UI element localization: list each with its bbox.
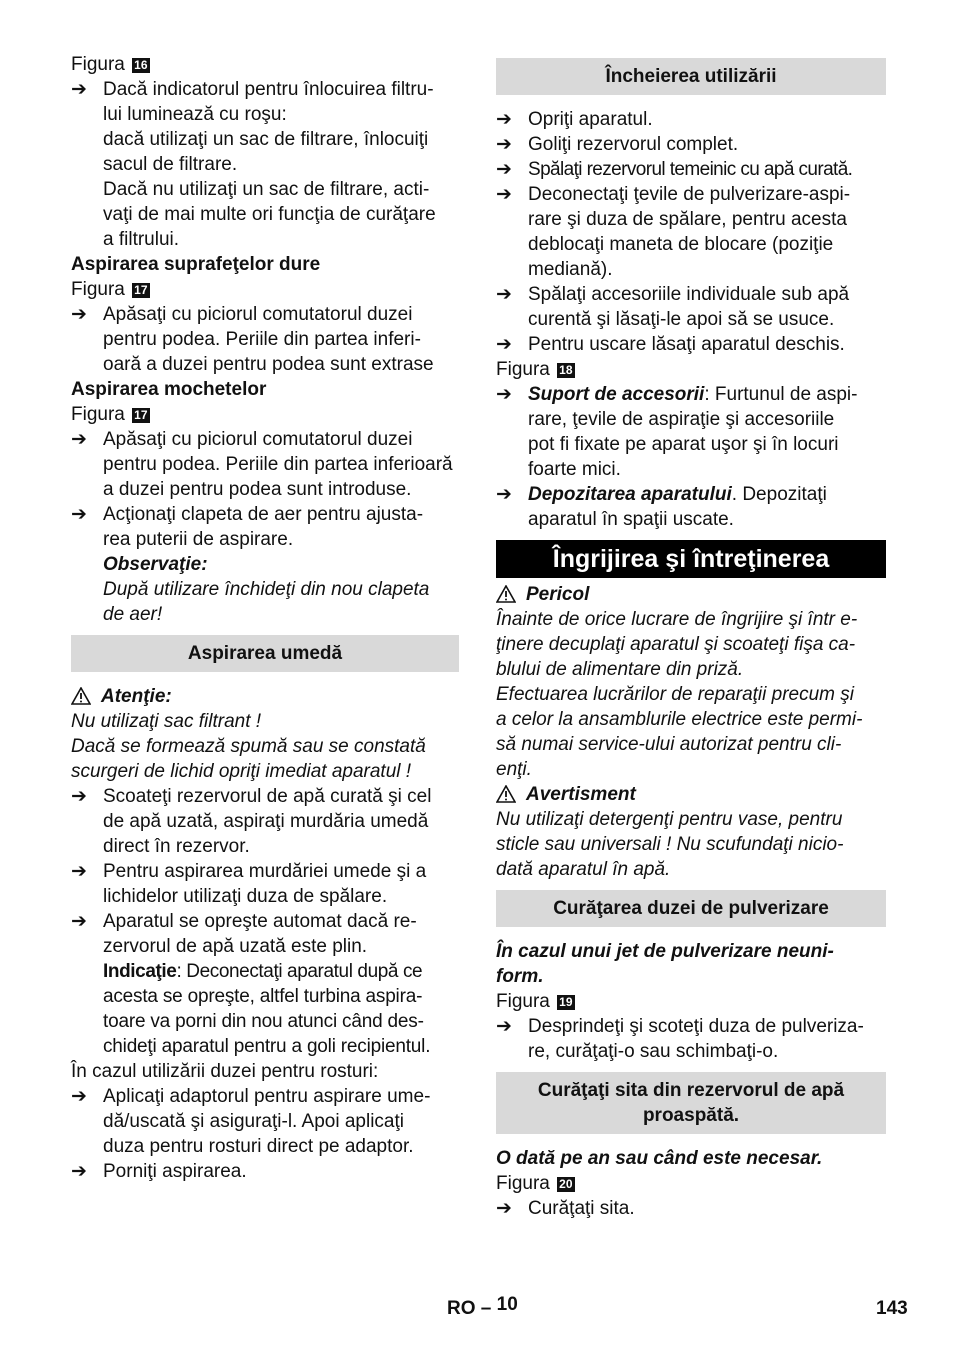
text-line: Pentru aspirarea murdăriei umede şi a — [103, 861, 427, 882]
text-line: vaţi de mai multe ori funcţia de curăţare — [103, 204, 436, 225]
text-line: sticle sau universali ! Nu scufundaţi nicio- — [496, 834, 844, 855]
end-of-use-bullet — [496, 107, 886, 132]
text-line: pentru podea. Periile din partea inferioară — [103, 454, 453, 475]
warning-text — [496, 807, 886, 882]
section-title-carpets: Aspirarea mochetelor — [71, 379, 267, 400]
section-header-end-of-use: Încheierea utilizării — [496, 58, 886, 95]
text-line: lichidelor utilizaţi duza de spălare. — [103, 886, 388, 907]
attention-text — [71, 709, 459, 784]
indication-line: Indicaţie: Deconectaţi aparatul după ce — [103, 961, 423, 982]
text-line: de apă uzată, aspiraţi murdăria umedă — [103, 811, 429, 832]
arrow-icon: ➔ — [71, 504, 87, 525]
text-line: oară a duzei pentru podea sunt extrase — [103, 354, 434, 375]
text-line: proaspătă. — [642, 1105, 740, 1126]
text-line: mediană). — [528, 259, 613, 280]
arrow-icon: ➔ — [496, 134, 512, 155]
text-line: Scoateţi rezervorul de apă curată şi cel — [103, 786, 432, 807]
text-line: Curăţaţi sita. — [528, 1198, 635, 1219]
text-line: Desprindeţi şi scoteţi duza de pulveriza- — [528, 1016, 864, 1037]
footer-local-page: RO – 10 — [447, 1294, 518, 1319]
text-line: a filtrului. — [103, 229, 180, 250]
arrow-icon: ➔ — [496, 1016, 512, 1037]
bullet-nozzle-clean — [496, 1014, 886, 1064]
figure-ref-17: Figura 17 — [71, 279, 148, 300]
text-line: În cazul unui jet de pulverizare neuni- — [496, 941, 834, 962]
text-line: Dacă indicatorul pentru înlocuirea filtru- — [103, 79, 434, 100]
bullet-accessory-holder: ➔ Suport de accesorii: Furtunul de aspi- rare, ţevile de aspiraţie şi accesoriile pot fi fixate pe aparat uşor şi în locuri foarte mici. — [496, 382, 886, 482]
text-line: blului de alimentare din priză. — [496, 659, 744, 680]
arrow-icon: ➔ — [496, 384, 512, 405]
text-line: scurgeri de lichid opriţi imediat aparatul ! — [71, 761, 412, 782]
text-line: pot fi fixate pe aparat uşor şi în locuri — [528, 434, 839, 455]
text-line: duza pentru rosturi direct pe adaptor. — [103, 1136, 414, 1157]
text-line: re, curăţaţi-o sau schimbaţi-o. — [528, 1041, 779, 1062]
end-of-use-bullet — [496, 282, 886, 332]
section-header-wet-vacuuming: Aspirarea umedă — [71, 635, 459, 672]
figure-ref-18: Figura 18 — [496, 359, 573, 380]
text-line: Aplicaţi adaptorul pentru aspirare ume- — [103, 1086, 431, 1107]
bullet-start-vacuuming — [71, 1159, 459, 1184]
text-line: enţi. — [496, 759, 532, 780]
text-line: Opriţi aparatul. — [528, 109, 653, 130]
end-of-use-bullet — [496, 332, 886, 357]
danger-text — [496, 607, 886, 782]
arrow-icon: ➔ — [496, 159, 512, 180]
text-line: dată aparatul în apă. — [496, 859, 671, 880]
accessory-holder-label: Suport de accesorii — [528, 384, 705, 405]
text-line: Apăsaţi cu piciorul comutatorul duzei — [103, 429, 413, 450]
text-line: direct în rezervor. — [103, 836, 250, 857]
danger-row — [496, 582, 886, 607]
end-of-use-list — [496, 107, 886, 357]
text-line: de aer! — [103, 604, 163, 625]
warning-triangle-icon — [71, 687, 91, 705]
attention-row — [71, 684, 459, 709]
arrow-icon: ➔ — [71, 911, 87, 932]
sieve-subtitle: O dată pe an sau când este necesar. — [496, 1148, 823, 1169]
arrow-icon: ➔ — [496, 109, 512, 130]
text-line: Pentru uscare lăsaţi aparatul deschis. — [528, 334, 845, 355]
warning-label: Avertisment — [526, 784, 636, 805]
text-line: rea puterii de aspirare. — [103, 529, 294, 550]
left-column — [71, 52, 459, 1184]
chapter-heading-care-maintenance: Îngrijirea şi întreţinerea — [496, 540, 886, 578]
bullet-adapter — [71, 1084, 459, 1159]
right-column — [496, 52, 886, 1221]
warning-triangle-icon — [496, 785, 516, 803]
indication-text — [103, 984, 459, 1059]
text-line: rare şi duza de spălare, pentru acesta — [528, 209, 847, 230]
auto-stop-text — [103, 909, 459, 959]
text-line: să numai service-ului autorizat pentru cli- — [496, 734, 842, 755]
arrow-icon: ➔ — [71, 79, 87, 100]
arrow-icon: ➔ — [71, 786, 87, 807]
text-line: Efectuarea lucrărilor de reparaţii precum şi — [496, 684, 854, 705]
text-line: foarte mici. — [528, 459, 621, 480]
text-line: lui luminează cu roşu: — [103, 104, 287, 125]
bullet-air-flap — [71, 502, 459, 552]
warning-row — [496, 782, 886, 807]
danger-label: Pericol — [526, 584, 590, 605]
text-line: dacă utilizaţi un sac de filtrare, înlocuiţi — [103, 129, 429, 150]
text-line: Apăsaţi cu piciorul comutatorul duzei — [103, 304, 413, 325]
text-line: a duzei pentru podea sunt introduse. — [103, 479, 412, 500]
text-line: a celor la ansamblurile electrice este permi- — [496, 709, 863, 730]
text-line: Înainte de orice lucrare de îngrijire şi într e- — [496, 609, 858, 630]
text-line: pentru podea. Periile din partea inferi- — [103, 329, 421, 350]
arrow-icon: ➔ — [496, 184, 512, 205]
text-line: Goliţi rezervorul complet. — [528, 134, 739, 155]
section-header-nozzle-cleaning: Curăţarea duzei de pulverizare — [496, 890, 886, 927]
attention-label: Atenţie: — [101, 686, 172, 707]
text-line: acesta se opreşte, altfel turbina aspira- — [103, 986, 423, 1007]
arrow-icon: ➔ — [496, 334, 512, 355]
nozzle-subtitle — [496, 939, 886, 989]
text-line: Nu utilizaţi detergenţi pentru vase, pentru — [496, 809, 843, 830]
figure-ref-16: Figura 16 — [71, 54, 148, 75]
storage-label: Depozitarea aparatului — [528, 484, 732, 505]
figure-ref-19: Figura 19 — [496, 991, 573, 1012]
text-line: Porniţi aspirarea. — [103, 1161, 247, 1182]
bullet-wet-nozzle — [71, 859, 459, 909]
warning-triangle-icon — [496, 585, 516, 603]
text-line: zervorul de apă uzată este plin. — [103, 936, 368, 957]
text-line: Deconectaţi ţevile de pulverizare-aspi- — [528, 184, 851, 205]
crevice-intro: În cazul utilizării duzei pentru rosturi: — [71, 1061, 379, 1082]
end-of-use-bullet — [496, 157, 886, 182]
end-of-use-bullet — [496, 132, 886, 157]
arrow-icon: ➔ — [496, 284, 512, 305]
text-line: chideţi aparatul pentru a goli recipientul. — [103, 1036, 431, 1057]
bullet-carpet-brushes — [71, 427, 459, 502]
section-title-hard-floors: Aspirarea suprafeţelor dure — [71, 254, 321, 275]
text-line: Aparatul se opreşte automat dacă re- — [103, 911, 417, 932]
text-line: Spălaţi accesoriile individuale sub apă — [528, 284, 850, 305]
observation-text — [103, 577, 459, 627]
text-line: sacul de filtrare. — [103, 154, 238, 175]
bullet-storage: ➔ Depozitarea aparatului. Depozitaţi aparatul în spaţii uscate. — [496, 482, 886, 532]
bullet-wet-remove-tanks — [71, 784, 459, 859]
arrow-icon: ➔ — [496, 484, 512, 505]
text-line: deblocaţi maneta de blocare (poziţie — [528, 234, 834, 255]
text-line: Dacă se formează spumă sau se constată — [71, 736, 426, 757]
text-line: rare, ţevile de aspiraţie şi accesoriile — [528, 409, 835, 430]
text-line: curentă şi lăsaţi-le apoi să se usuce. — [528, 309, 835, 330]
arrow-icon: ➔ — [71, 1161, 87, 1182]
end-of-use-bullet — [496, 182, 886, 282]
bullet-hard-floor — [71, 302, 459, 377]
text-line: aparatul în spaţii uscate. — [528, 509, 734, 530]
arrow-icon: ➔ — [71, 304, 87, 325]
text-line: Curăţaţi sita din rezervorul de apă — [537, 1080, 845, 1101]
arrow-icon: ➔ — [496, 1198, 512, 1219]
page-number: 143 — [876, 1298, 908, 1319]
text-line: Dacă nu utilizaţi un sac de filtrare, acti- — [103, 179, 430, 200]
text-line: După utilizare închideţi din nou clapeta — [103, 579, 430, 600]
text-line: ţinere decuplaţi aparatul şi scoateţi fişa ca- — [496, 634, 856, 655]
observation-label: Observaţie: — [103, 554, 208, 575]
figure-ref-20: Figura 20 — [496, 1173, 573, 1194]
observation-note — [71, 552, 459, 627]
text-line: Nu utilizaţi sac filtrant ! — [71, 711, 262, 732]
arrow-icon: ➔ — [71, 1086, 87, 1107]
bullet-filter-indicator — [71, 77, 459, 252]
figure-ref-17: Figura 17 — [71, 404, 148, 425]
bullet-clean-sieve — [496, 1196, 886, 1221]
arrow-icon: ➔ — [71, 861, 87, 882]
text-line: dă/uscată şi asiguraţi-l. Apoi aplicaţi — [103, 1111, 404, 1132]
text-line: Spălaţi rezervorul temeinic cu apă curată. — [528, 159, 853, 180]
bullet-auto-stop — [71, 909, 459, 1059]
arrow-icon: ➔ — [71, 429, 87, 450]
section-header-sieve-cleaning — [496, 1072, 886, 1134]
text-line: Acţionaţi clapeta de aer pentru ajusta- — [103, 504, 424, 525]
text-line: form. — [496, 966, 544, 987]
text-line: toare va porni din nou atunci când des- — [103, 1011, 424, 1032]
